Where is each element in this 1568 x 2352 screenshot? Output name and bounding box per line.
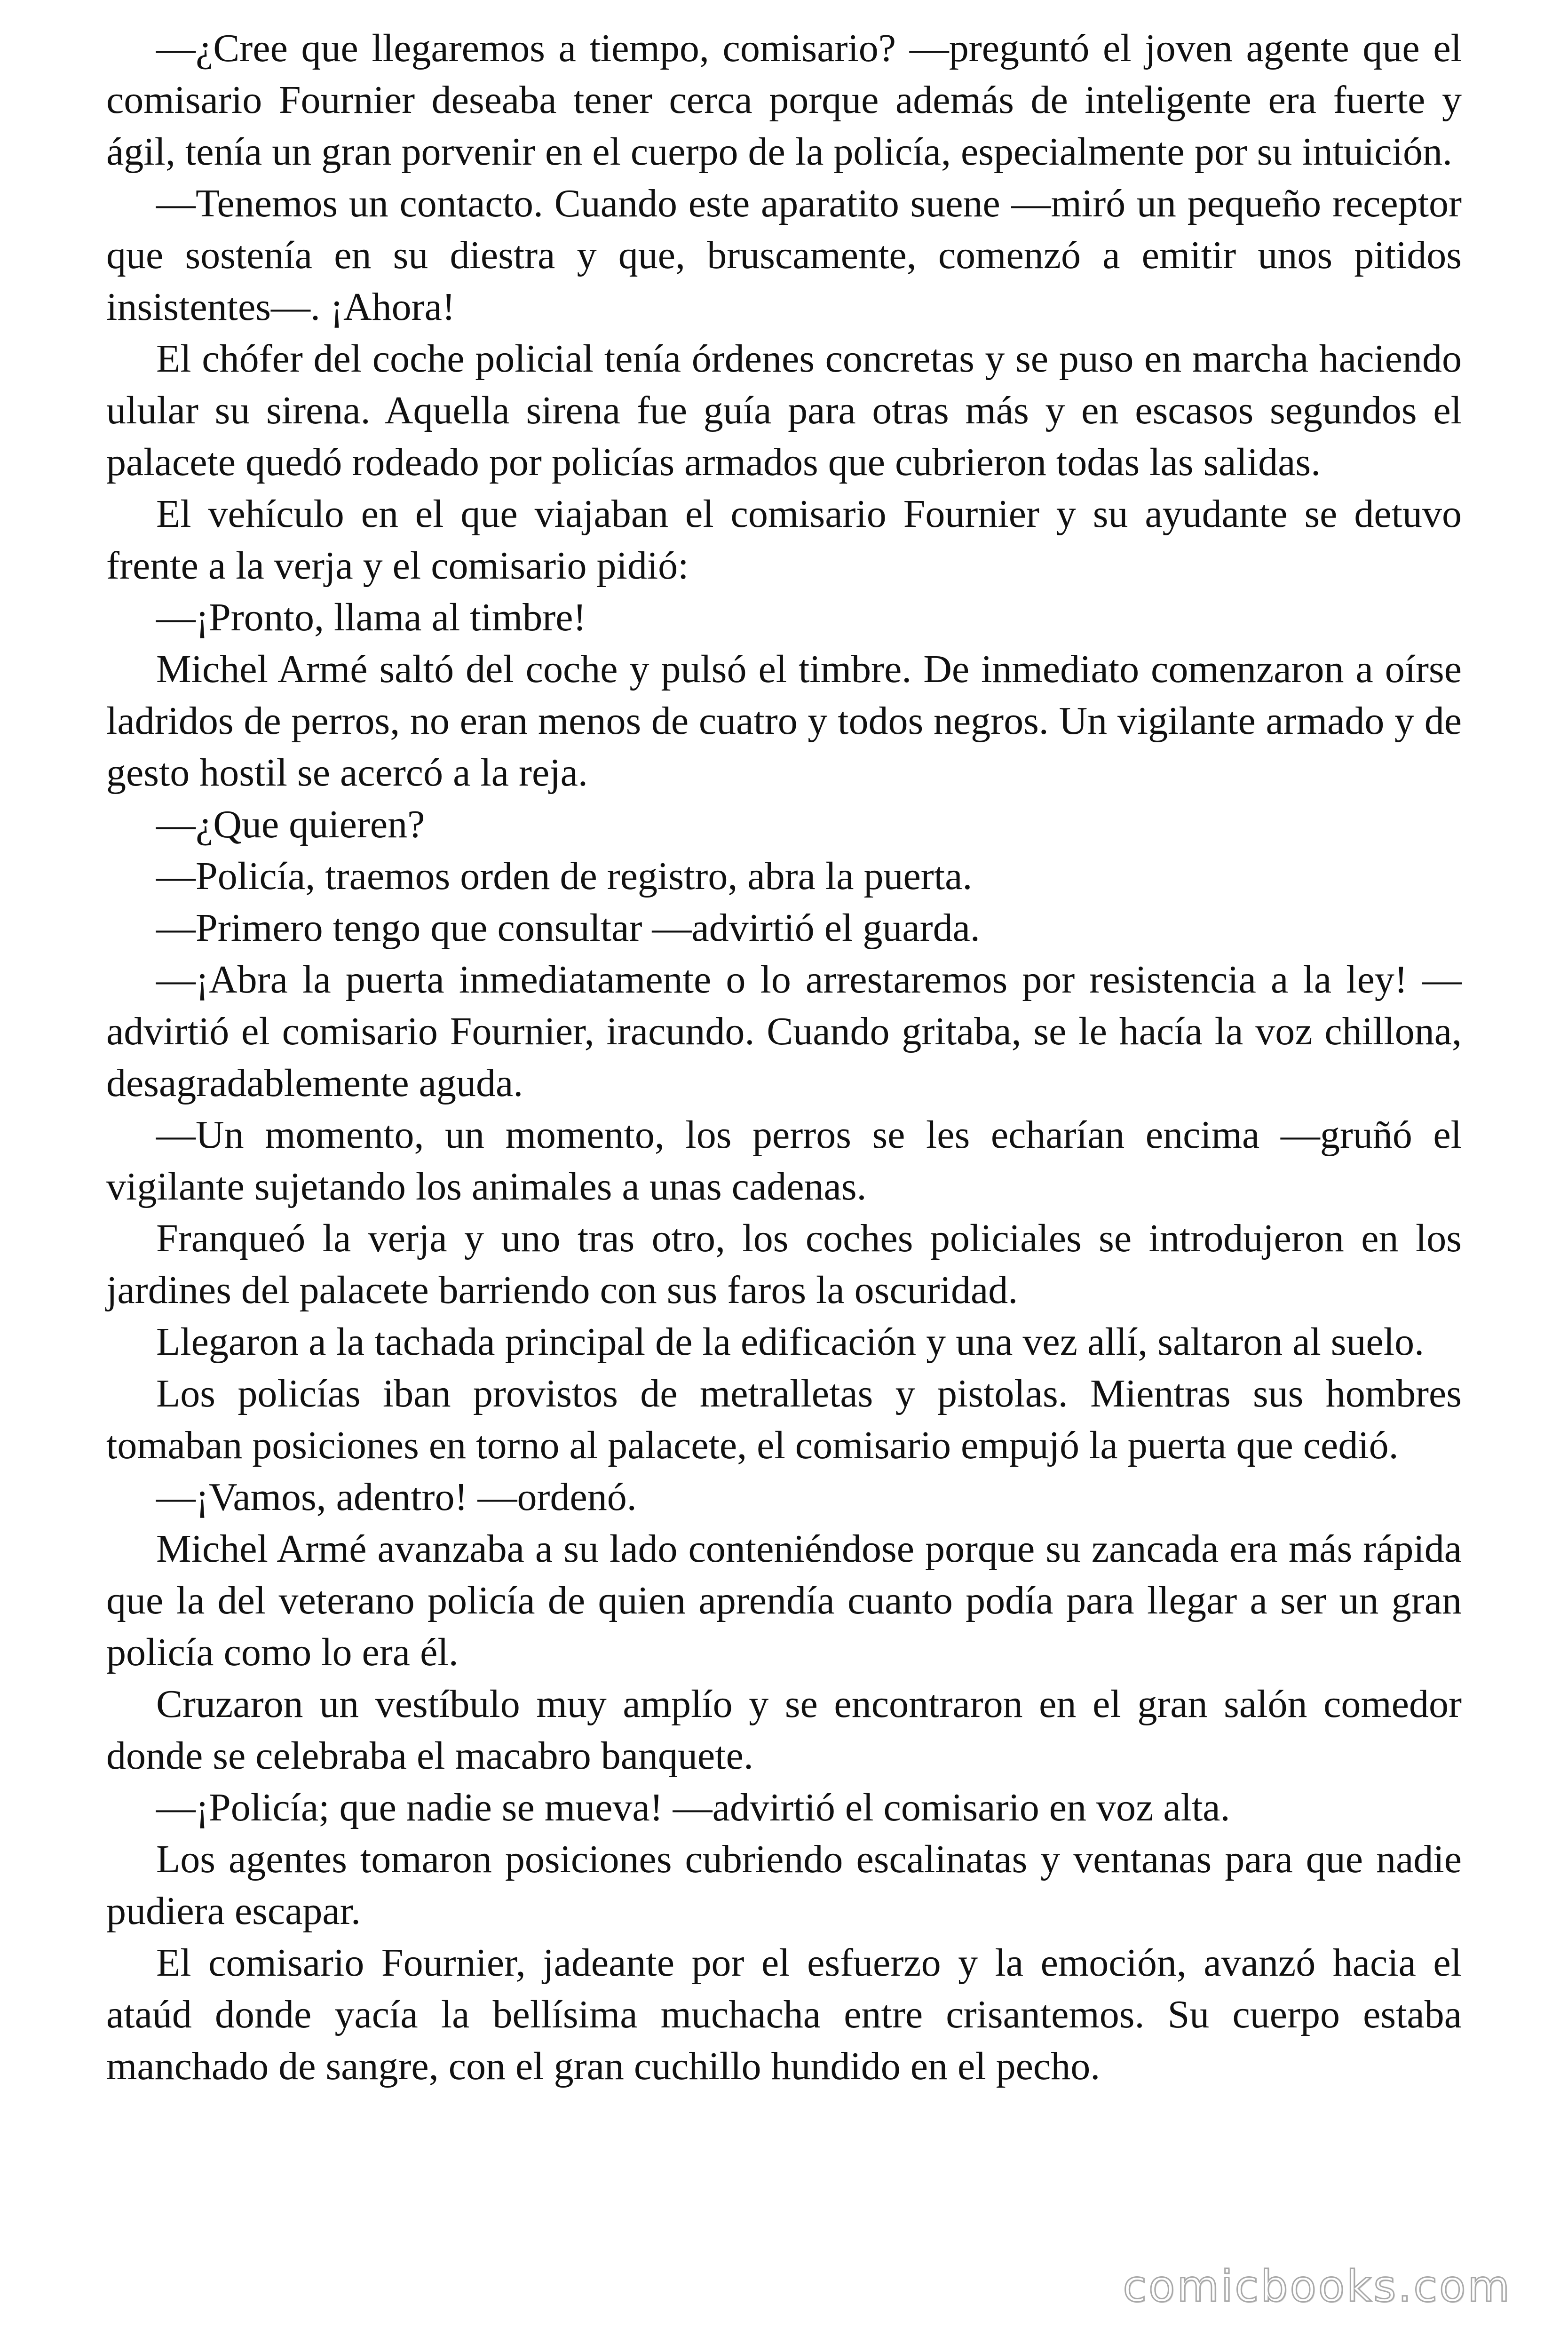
page-body-text — [106, 23, 1462, 2092]
paragraph: —¿Cree que llegaremos a tiempo, comisario? —preguntó el joven agente que el comisario Fournier deseaba tener cerca porque además de inteligente era fuerte y ágil, tenía un gran porvenir en el cuerpo de la policía, especialmente por su intuición. — [106, 26, 1462, 174]
paragraph: —¡Pronto, llama al timbre! — [156, 596, 586, 639]
paragraph: —¡Vamos, adentro! —ordenó. — [156, 1475, 637, 1519]
paragraph: —Policía, traemos orden de registro, abra la puerta. — [156, 854, 973, 898]
paragraph: Michel Armé avanzaba a su lado conteniéndose porque su zancada era más rápida que la del veterano policía de quien aprendía cuanto podía para llegar a ser un gran policía como lo era él. — [106, 1527, 1462, 1674]
paragraph: —Tenemos un contacto. Cuando este aparatito suene —miró un pequeño receptor que sostenía en su diestra y que, bruscamente, comenzó a emitir unos pitidos insistentes—. ¡Ahora! — [106, 182, 1462, 329]
paragraph: Cruzaron un vestíbulo muy amplío y se encontraron en el gran salón comedor donde se celebraba el macabro banquete. — [106, 1682, 1462, 1778]
paragraph: —¡Abra la puerta inmediatamente o lo arrestaremos por resistencia a la ley! —advirtió el comisario Fournier, iracundo. Cuando gritaba, se le hacía la voz chillona, desagradablemente aguda. — [106, 958, 1462, 1105]
paragraph: Los policías iban provistos de metralletas y pistolas. Mientras sus hombres tomaban posiciones en torno al palacete, el comisario empujó la puerta que cedió. — [106, 1372, 1462, 1467]
paragraph: Llegaron a la tachada principal de la edificación y una vez allí, saltaron al suelo. — [156, 1320, 1425, 1364]
paragraph: —Primero tengo que consultar —advirtió el guarda. — [156, 906, 980, 950]
paragraph: Michel Armé saltó del coche y pulsó el timbre. De inmediato comenzaron a oírse ladridos de perros, no eran menos de cuatro y todos negros. Un vigilante armado y de gesto hostil se acercó a la reja. — [106, 647, 1462, 795]
paragraph: El vehículo en el que viajaban el comisario Fournier y su ayudante se detuvo frente a la verja y el comisario pidió: — [106, 492, 1462, 588]
paragraph: Los agentes tomaron posiciones cubriendo escalinatas y ventanas para que nadie pudiera escapar. — [106, 1837, 1462, 1933]
paragraph: —¡Policía; que nadie se mueva! —advirtió el comisario en voz alta. — [156, 1786, 1230, 1829]
paragraph: —¿Que quieren? — [156, 803, 425, 846]
paragraph: El chófer del coche policial tenía órdenes concretas y se puso en marcha haciendo ulular su sirena. Aquella sirena fue guía para otras más y en escasos segundos el palacete quedó rodeado por policías armados que cubrieron todas las salidas. — [106, 337, 1462, 484]
paragraph: Franqueó la verja y uno tras otro, los coches policiales se introdujeron en los jardines del palacete barriendo con sus faros la oscuridad. — [106, 1216, 1462, 1312]
paragraph: El comisario Fournier, jadeante por el esfuerzo y la emoción, avanzó hacia el ataúd donde yacía la bellísima muchacha entre crisantemos. Su cuerpo estaba manchado de sangre, con el gran cuchillo hundido en el pecho. — [106, 1941, 1462, 2088]
watermark: comicbooks.com — [1123, 2261, 1512, 2312]
paragraph: —Un momento, un momento, los perros se les echarían encima —gruñó el vigilante sujetando los animales a unas cadenas. — [106, 1113, 1462, 1208]
